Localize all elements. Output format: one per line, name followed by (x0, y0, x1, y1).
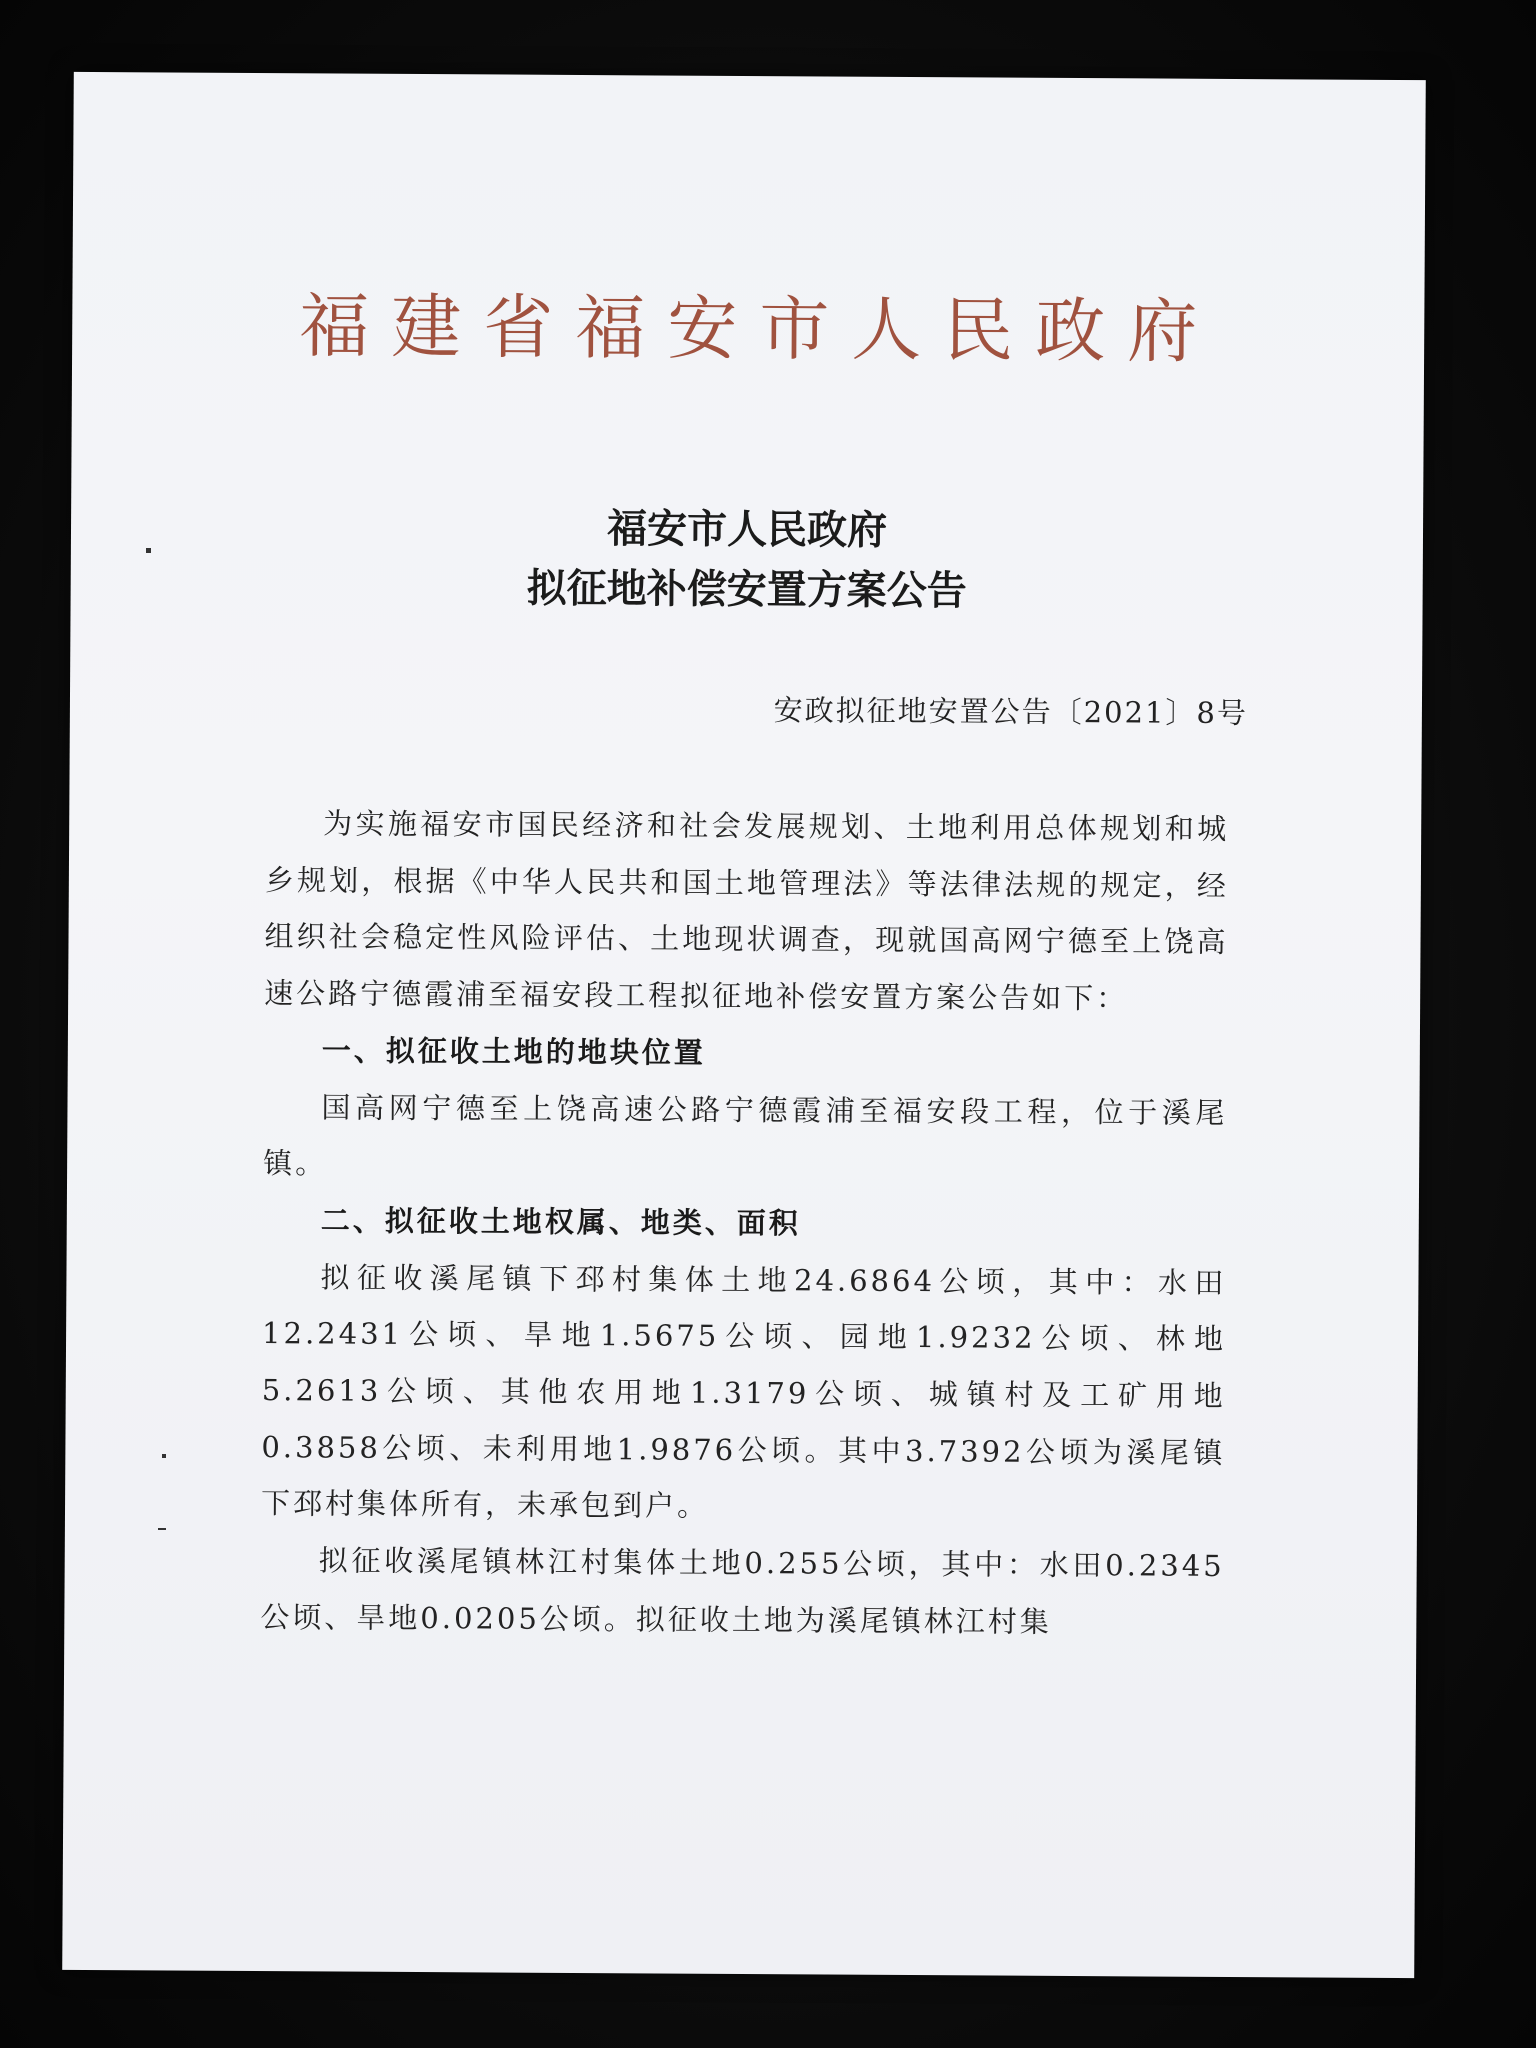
scan-speck (162, 1454, 166, 1458)
document-page (62, 72, 1426, 1978)
document-title-line2: 拟征地补偿安置方案公告 (526, 565, 967, 615)
document-title-line1: 福安市人民政府 (606, 506, 888, 554)
xiapi-village-paragraph: 拟征收溪尾镇下邳村集体土地24.6864公顷，其中：水田12.2431公顷、旱地1.5675公顷、园地1.9232公顷、林地5.2613公顷、其他农用地1.3179公顷、城镇村及工矿用地0.3858公顷、未利用地1.9876公顷。其中3.7392公顷为溪尾镇下邳村集体所有，未承包到户。 (260, 1260, 1227, 1524)
linjiang-village-paragraph: 拟征收溪尾镇林江村集体土地0.255公顷，其中：水田0.2345公顷、旱地0.0205公顷。拟征收土地为溪尾镇林江村集 (260, 1543, 1225, 1639)
issuer-header: 福建省福安市人民政府 (299, 285, 1220, 373)
section-heading-ownership: 二、拟征收土地权属、地类、面积 (320, 1203, 801, 1241)
scan-speck (158, 1528, 166, 1530)
section-heading-location: 一、拟征收土地的地块位置 (321, 1033, 706, 1070)
intro-paragraph: 为实施福安市国民经济和社会发展规划、土地利用总体规划和城乡规划，根据《中华人民共和国土地管理法》等法律法规的规定，经组织社会稳定性风险评估、土地现状调查，现就国高网宁德至上饶高速公路宁德霞浦至福安段工程拟征地补偿安置方案公告如下： (264, 806, 1230, 1016)
document-number: 安政拟征地安置公告〔2021〕8号 (773, 693, 1249, 731)
scan-speck (146, 548, 151, 553)
location-paragraph: 国高网宁德至上饶高速公路宁德霞浦至福安段工程，位于溪尾镇。 (263, 1089, 1228, 1181)
document-body (260, 795, 1229, 1651)
